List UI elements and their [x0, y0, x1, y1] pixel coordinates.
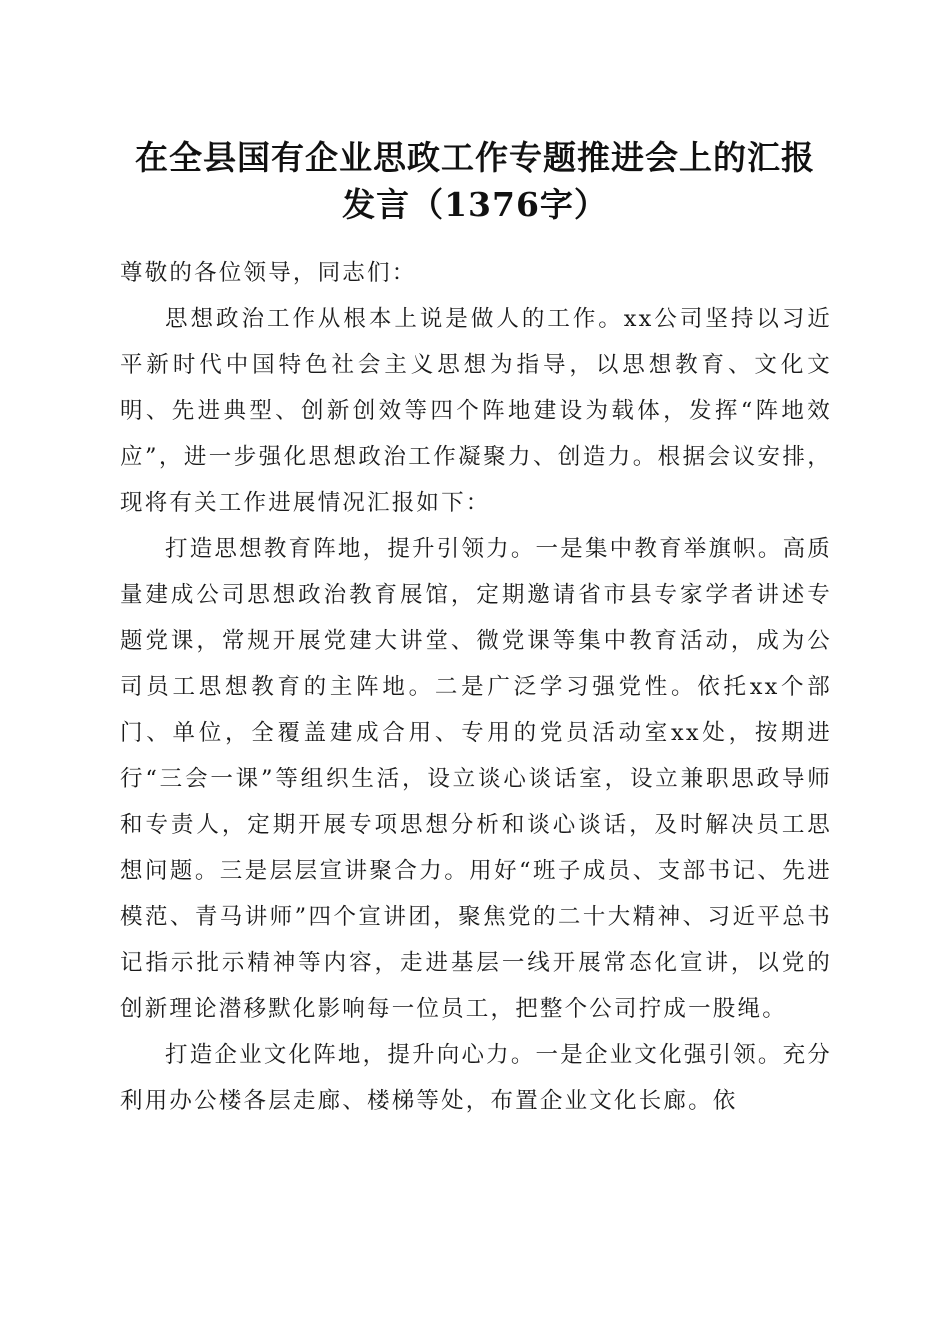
paragraph-corporate-culture: 打造企业文化阵地，提升向心力。一是企业文化强引领。充分利用办公楼各层走廊、楼梯等处，布置企业文化长廊。依 [120, 1042, 832, 1114]
document-title [100, 134, 850, 228]
document-body [120, 250, 832, 1124]
title-line-2: 发言（1376字） [342, 185, 608, 224]
paragraph-intro: 思想政治工作从根本上说是做人的工作。xx公司坚持以习近平新时代中国特色社会主义思想为指导，以思想教育、文化文明、先进典型、创新创效等四个阵地建设为载体，发挥“阵地效应”，进一步强化思想政治工作凝聚力、创造力。根据会议安排，现将有关工作进展情况汇报如下： [120, 306, 832, 516]
title-line-1: 在全县国有企业思政工作专题推进会上的汇报 [135, 138, 815, 177]
paragraph-ideological-education: 打造思想教育阵地，提升引领力。一是集中教育举旗帜。高质量建成公司思想政治教育展馆，定期邀请省市县专家学者讲述专题党课，常规开展党建大讲堂、微党课等集中教育活动，成为公司员工思想教育的主阵地。二是广泛学习强党性。依托xx个部门、单位，全覆盖建成合用、专用的党员活动室xx处，按期进行“三会一课”等组织生活，设立谈心谈话室，设立兼职思政导师和专责人，定期开展专项思想分析和谈心谈话，及时解决员工思想问题。三是层层宣讲聚合力。用好“班子成员、支部书记、先进模范、青马讲师”四个宣讲团，聚焦党的二十大精神、习近平总书记指示批示精神等内容，走进基层一线开展常态化宣讲，以党的创新理论潜移默化影响每一位员工，把整个公司拧成一股绳。 [120, 536, 832, 1022]
salutation: 尊敬的各位领导，同志们： [120, 260, 417, 286]
